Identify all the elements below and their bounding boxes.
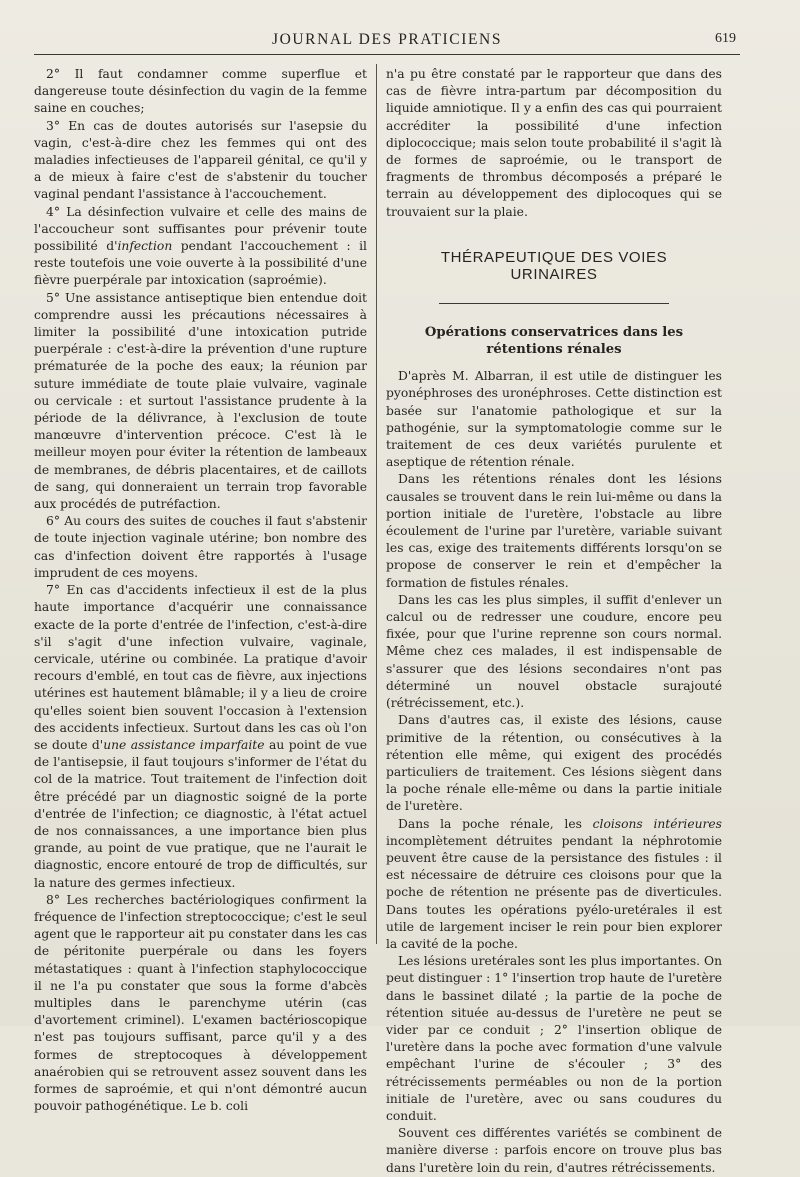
paragraph: [34, 582, 367, 892]
text-run: pendant l'accouchement : il reste toutefois une voie ouverte à la possibilité d'une fièvre puerpérale par intoxication (saproémie).: [34, 239, 367, 288]
right-column: [386, 66, 722, 1177]
text-run: au point de vue de l'antisepsie, il faut toujours s'informer de l'état du col de la matrice. Tout traitement de l'infection doit être précédé par un diagnostic soigné de la porte d'entrée de l'infection; ce diagnostic, à l'état actuel de nos connaissances, a une importance bien plus grande, au point de vue pratique, que ne l'aurait le diagnostic, encore entouré de trop de difficultés, sur la nature des germes infectieux.: [34, 737, 368, 890]
paragraph: 5° Une assistance antiseptique bien entendue doit comprendre aussi les précautions nécessaires à limiter la possibilité d'une intoxication putride puerpérale : c'est-à-dire la prévention d'une rupture prématurée de la poche des eaux; la réunion par suture immédiate de toute plaie vulvaire, vaginale ou cervicale : et surtout l'assistance prudente à la période de la délivrance, à l'exclusion de toute manœuvre d'intervention précoce. C'est là le meilleur moyen pour éviter la rétention de lambeaux de membranes, de débris placentaires, et de caillots de sang, qui donneraient un terrain trop favorable aux procédés de putréfaction.: [34, 290, 367, 512]
italic-text: cloisons intérieures: [592, 816, 722, 831]
text-run: incomplètement détruites pendant la néphrotomie peuvent être cause de la persistance des fistules : il est nécessaire de détruire ces cloisons pour que la poche de rétention ne présente pas de diverticules. Dans toutes les opérations pyélo-uretérales il est utile de largement inciser le rein pour bien explorer la cavité de la poche.: [386, 833, 722, 951]
page-number: 619: [715, 31, 736, 46]
paragraph: Souvent ces différentes variétés se combinent de manière diverse : parfois encore on trouve plus bas dans l'uretère loin du rein, d'autres rétrécissements.: [386, 1126, 722, 1175]
italic-text: infection: [117, 239, 173, 254]
section-title: THÉRAPEUTIQUE DES VOIES URINAIRES: [439, 249, 669, 304]
paragraph: D'après M. Albarran, il est utile de distinguer les pyonéphroses des uronéphroses. Cette distinction est basée sur l'anatomie pathologique et sur la pathogénie, sur la symptomatologie comme sur le traitement de ces deux variétés purulente et aseptique de rétention rénale.: [386, 369, 722, 470]
paragraph: [386, 816, 722, 954]
paragraph: Les lésions uretérales sont les plus importantes. On peut distinguer : 1° l'insertion trop haute de l'uretère dans le bassinet dilaté ; la partie de la poche de rétention située au-dessus de l'uretère ne peut se vider par ce conduit ; 2° l'insertion oblique de l'uretère dans la poche avec formation d'une valvule empêchant l'urine de s'écouler ; 3° des rétrécissements perméables ou non de la portion initiale de l'uretère, avec ou sans coudures du conduit.: [386, 954, 722, 1123]
column-divider: [376, 64, 377, 944]
paragraph: Dans d'autres cas, il existe des lésions, cause primitive de la rétention, ou consécutives à la rétention elle même, qui exigent des procédés particuliers de traitement. Ces lésions siègent dans la poche rénale elle-même ou dans la partie initiale de l'uretère.: [386, 713, 722, 814]
paragraph-continued: n'a pu être constaté par le rapporteur que dans des cas de fièvre intra-partum par décomposition du liquide amniotique. Il y a enfin des cas qui pourraient accréditer la possibilité d'une infection diplococcique; mais selon toute probabilité il s'agit là de formes de saproémie, ou le transport de fragments de thrombus décomposés a préparé le terrain au développement des diplocoques qui se trouvaient sur la plaie.: [386, 67, 722, 219]
paragraph: [34, 204, 367, 290]
paragraph: 3° En cas de doutes autorisés sur l'asepsie du vagin, c'est-à-dire chez les femmes qui ont des maladies infectieuses de l'appareil génital, ce qu'il y a de mieux à faire c'est de s'abstenir du toucher vaginal pendant l'assistance à l'accouchement.: [34, 118, 367, 202]
paragraph: Dans les cas les plus simples, il suffit d'enlever un calcul ou de redresser une coudure, encore peu fixée, pour que l'urine reprenne son cours normal. Même chez ces malades, il est indispensable de s'assurer que des lésions secondaires n'ont pas déterminé un nouvel obstacle surajouté (rétrécissement, etc.).: [386, 592, 722, 711]
text-run: 7° En cas d'accidents infectieux il est de la plus haute importance d'acquérir une connaissance exacte de la porte d'entrée de l'infection, c'est-à-dire s'il s'agit d'une infection vulvaire, vaginale, cervicale, utérine ou combinée. La pratique d'avoir recours d'emblé, en tout cas de fièvre, aux injections utérines est hautement blâmable; il y a lieu de croire qu'elles soient bien souvent l'occasion à l'extension des accidents infectieux. Surtout dans les cas où l'on se doute d': [34, 583, 367, 752]
running-header: [34, 28, 740, 55]
journal-title: JOURNAL DES PRATICIENS: [271, 31, 503, 48]
paragraph: 6° Au cours des suites de couches il faut s'abstenir de toute injection vaginale utérine; bon nombre des cas d'infection doivent être rapportés à l'usage imprudent de ces moyens.: [34, 514, 367, 580]
italic-text: une assistance imparfaite: [103, 737, 265, 752]
text-run: 4° La désinfection vulvaire et celle des mains de l'accoucheur sont suffisantes pour prévenir toute possibilité d': [34, 204, 367, 254]
text-run: Dans la poche rénale, les: [398, 816, 593, 831]
left-column: [34, 66, 367, 1115]
paragraph: 8° Les recherches bactériologiques confirment la fréquence de l'infection streptococcique; c'est le seul agent que le rapporteur ait pu constater dans les cas de péritonite puerpérale ou dans les foyers métastatiques : quant à l'infection staphylococcique il ne l'a pu constater que sous la forme d'abcès multiples dans le parenchyme utérin (cas d'avortement criminel). L'examen bactérioscopique n'est pas toujours suffisant, parce qu'il y a des formes de streptocoques à développement anaérobien qui se retrouvent assez souvent dans les formes de saproémie, et qui n'ont démontré aucun pouvoir pathogénétique. Le b. coli: [34, 892, 367, 1114]
paragraph: Dans les rétentions rénales dont les lésions causales se trouvent dans le rein lui-même ou dans la portion initiale de l'uretère, l'obstacle au libre écoulement de l'urine par l'uretère, variable suivant les cas, exige des traitements différents lorsqu'on se propose de conserver le rein et d'empêcher la formation de fistules rénales.: [386, 472, 722, 590]
article-heading: Opérations conservatrices dans les rétentions rénales: [424, 325, 684, 358]
paragraph: 2° Il faut condamner comme superflue et dangereuse toute désinfection du vagin de la femme saine en couches;: [34, 67, 367, 116]
